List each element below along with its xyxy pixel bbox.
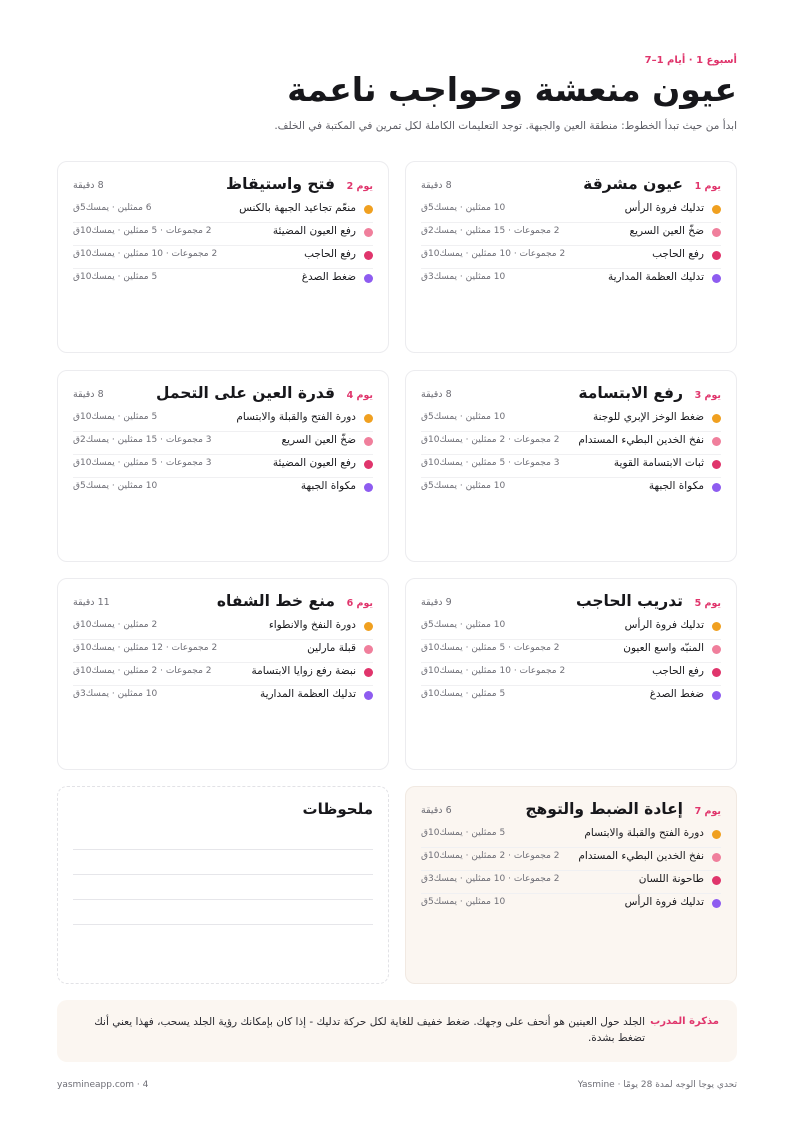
day-title: منع خط الشفاه — [216, 592, 335, 610]
day-tag: يوم 1 — [694, 181, 721, 192]
day-duration: 8 دقيقة — [421, 180, 452, 191]
bullet-dot-icon — [364, 251, 373, 260]
exercise-row — [73, 686, 373, 709]
bullet-dot-icon — [364, 414, 373, 423]
page-subtitle: ابدأ من حيث تبدأ الخطوط: منطقة العين والجبهة. توجد التعليمات الكاملة لكل تمرين في المكتبة في الخلف. — [274, 120, 737, 132]
exercise-name: طاحونة اللسان — [638, 873, 704, 885]
exercise-row — [73, 246, 373, 269]
exercise-row — [421, 663, 721, 686]
day-tag: يوم 4 — [346, 390, 373, 401]
exercise-name: مكواة الجبهة — [648, 480, 704, 492]
exercise-row — [421, 432, 721, 455]
exercise-meta: 5 ممثلين · يمسك10ق — [421, 689, 506, 699]
exercise-meta: 2 مجموعات · 12 ممثلين · يمسك10ق — [73, 643, 218, 653]
bullet-dot-icon — [712, 645, 721, 654]
day-title: رفع الابتسامة — [578, 384, 683, 402]
exercise-name: قبلة مارلين — [307, 642, 356, 654]
exercise-row — [421, 617, 721, 640]
day-title: إعادة الضبط والتوهج — [525, 800, 683, 818]
exercise-list — [421, 825, 721, 917]
day-duration: 8 دقيقة — [73, 180, 104, 191]
footer-page-info: yasmineapp.com · 4 — [57, 1080, 149, 1090]
exercise-row — [73, 640, 373, 663]
exercise-row — [73, 478, 373, 501]
exercise-meta: 6 ممثلين · يمسك5ق — [73, 203, 152, 213]
bullet-dot-icon — [712, 414, 721, 423]
bullet-dot-icon — [364, 274, 373, 283]
exercise-meta: 3 مجموعات · 15 ممثلين · يمسك2ق — [73, 435, 212, 445]
exercise-meta: 10 ممثلين · يمسك5ق — [421, 481, 506, 491]
day-card-3 — [405, 370, 737, 562]
bullet-dot-icon — [712, 205, 721, 214]
exercise-name: تدليك العظمة المدارية — [607, 271, 704, 283]
exercise-meta: 2 مجموعات · 10 ممثلين · يمسك3ق — [421, 874, 560, 884]
exercise-list — [421, 617, 721, 709]
exercise-meta: 2 مجموعات · 5 ممثلين · يمسك10ق — [73, 226, 212, 236]
day-title: تدريب الحاجب — [575, 592, 683, 610]
exercise-row — [421, 409, 721, 432]
exercise-meta: 2 مجموعات · 10 ممثلين · يمسك10ق — [421, 666, 566, 676]
notes-box[interactable] — [57, 786, 389, 984]
exercise-row — [421, 686, 721, 709]
exercise-meta: 5 ممثلين · يمسك10ق — [73, 272, 158, 282]
day-card-2 — [57, 161, 389, 353]
exercise-name: ضغط الوخز الإبري للوجنة — [592, 411, 704, 423]
exercise-row — [73, 223, 373, 246]
exercise-list — [73, 200, 373, 292]
exercise-meta: 10 ممثلين · يمسك3ق — [421, 272, 506, 282]
day-card-5 — [405, 578, 737, 770]
exercise-row — [73, 200, 373, 223]
day-card-header — [421, 384, 721, 406]
bullet-dot-icon — [364, 460, 373, 469]
exercise-row — [73, 432, 373, 455]
bullet-dot-icon — [712, 228, 721, 237]
exercise-name: المنبّه واسع العيون — [623, 642, 704, 654]
bullet-dot-icon — [712, 876, 721, 885]
bullet-dot-icon — [364, 437, 373, 446]
notes-title: ملحوظات — [302, 800, 373, 818]
exercise-row — [421, 223, 721, 246]
bullet-dot-icon — [712, 853, 721, 862]
exercise-name: منعّم تجاعيد الجبهة بالكنس — [239, 202, 356, 214]
exercise-name: رفع العيون المضيئة — [272, 225, 356, 237]
exercise-meta: 2 مجموعات · 15 ممثلين · يمسك2ق — [421, 226, 560, 236]
exercise-row — [73, 617, 373, 640]
exercise-row — [421, 825, 721, 848]
day-tag: يوم 5 — [694, 598, 721, 609]
note-line — [73, 899, 373, 900]
exercise-name: تدليك العظمة المدارية — [259, 688, 356, 700]
bullet-dot-icon — [364, 205, 373, 214]
exercise-list — [73, 409, 373, 501]
coach-note-text: الجلد حول العينين هو أنحف على وجهك. ضغط خفيف للغاية لكل حركة تدليك - إذا كان بإمكانك رؤية الجلد يسحب، فهذا يعني أنك تضغط بشدة. — [94, 1016, 645, 1044]
note-line — [73, 874, 373, 875]
coach-note-label: مذكرة المدرب — [650, 1016, 719, 1027]
day-duration: 11 دقيقة — [73, 597, 110, 608]
exercise-row — [73, 663, 373, 686]
exercise-name: ضغط الصدغ — [649, 688, 704, 700]
exercise-meta: 2 مجموعات · 10 ممثلين · يمسك10ق — [73, 249, 218, 259]
exercise-name: ثبات الابتسامة القوية — [613, 457, 704, 469]
exercise-row — [421, 478, 721, 501]
exercise-meta: 2 مجموعات · 2 ممثلين · يمسك10ق — [421, 851, 560, 861]
exercise-name: مكواة الجبهة — [300, 480, 356, 492]
day-duration: 6 دقيقة — [421, 805, 452, 816]
coach-note — [57, 1000, 737, 1062]
exercise-name: رفع الحاجب — [652, 248, 704, 260]
day-card-header — [421, 175, 721, 197]
exercise-meta: 2 مجموعات · 5 ممثلين · يمسك10ق — [421, 643, 560, 653]
exercise-name: رفع العيون المضيئة — [272, 457, 356, 469]
bullet-dot-icon — [712, 691, 721, 700]
bullet-dot-icon — [364, 483, 373, 492]
bullet-dot-icon — [712, 251, 721, 260]
exercise-list — [421, 200, 721, 292]
bullet-dot-icon — [712, 622, 721, 631]
day-card-header — [421, 592, 721, 614]
exercise-meta: 2 مجموعات · 2 ممثلين · يمسك10ق — [421, 435, 560, 445]
day-tag: يوم 7 — [694, 806, 721, 817]
bullet-dot-icon — [712, 899, 721, 908]
page-title: عيون منعشة وحواجب ناعمة — [287, 70, 737, 109]
exercise-meta: 2 ممثلين · يمسك10ق — [73, 620, 158, 630]
exercise-list — [73, 617, 373, 709]
day-title: فتح واستيقاظ — [226, 175, 335, 193]
note-line — [73, 924, 373, 925]
exercise-list — [421, 409, 721, 501]
exercise-meta: 10 ممثلين · يمسك5ق — [73, 481, 158, 491]
bullet-dot-icon — [364, 228, 373, 237]
exercise-meta: 5 ممثلين · يمسك10ق — [421, 828, 506, 838]
day-title: قدرة العين على التحمل — [156, 384, 335, 402]
exercise-row — [421, 246, 721, 269]
exercise-row — [421, 871, 721, 894]
day-card-7 — [405, 786, 737, 984]
note-line — [73, 849, 373, 850]
day-card-header — [73, 592, 373, 614]
exercise-row — [421, 200, 721, 223]
exercise-name: دورة الفتح والقبلة والابتسام — [584, 827, 704, 839]
exercise-row — [421, 640, 721, 663]
bullet-dot-icon — [712, 274, 721, 283]
exercise-name: نبضة رفع زوايا الابتسامة — [251, 665, 356, 677]
day-tag: يوم 2 — [346, 181, 373, 192]
exercise-name: تدليك فروة الرأس — [624, 202, 704, 214]
day-duration: 8 دقيقة — [73, 389, 104, 400]
exercise-name: نفخ الخدين البطيء المستدام — [578, 850, 704, 862]
exercise-meta: 3 مجموعات · 5 ممثلين · يمسك10ق — [73, 458, 212, 468]
exercise-row — [421, 455, 721, 478]
exercise-name: دورة الفتح والقبلة والابتسام — [236, 411, 356, 423]
footer-title: تحدي يوجا الوجه لمدة 28 يومًا · Yasmine — [577, 1080, 737, 1090]
exercise-name: دورة النفخ والانطواء — [268, 619, 356, 631]
exercise-meta: 5 ممثلين · يمسك10ق — [73, 412, 158, 422]
exercise-name: ضخّ العين السريع — [281, 434, 356, 446]
bullet-dot-icon — [712, 483, 721, 492]
exercise-meta: 2 مجموعات · 2 ممثلين · يمسك10ق — [73, 666, 212, 676]
exercise-name: تدليك فروة الرأس — [624, 619, 704, 631]
bullet-dot-icon — [364, 645, 373, 654]
exercise-meta: 10 ممثلين · يمسك5ق — [421, 203, 506, 213]
bullet-dot-icon — [712, 830, 721, 839]
exercise-name: نفخ الخدين البطيء المستدام — [578, 434, 704, 446]
bullet-dot-icon — [364, 691, 373, 700]
exercise-name: ضغط الصدغ — [301, 271, 356, 283]
day-duration: 9 دقيقة — [421, 597, 452, 608]
exercise-row — [421, 848, 721, 871]
exercise-row — [421, 894, 721, 917]
bullet-dot-icon — [364, 668, 373, 677]
day-card-4 — [57, 370, 389, 562]
day-card-header — [421, 800, 721, 822]
day-card-header — [73, 175, 373, 197]
exercise-name: رفع الحاجب — [652, 665, 704, 677]
week-label: أسبوع 1 · أيام 1–7 — [644, 55, 737, 66]
exercise-row — [73, 409, 373, 432]
exercise-row — [73, 455, 373, 478]
day-duration: 8 دقيقة — [421, 389, 452, 400]
exercise-meta: 10 ممثلين · يمسك5ق — [421, 620, 506, 630]
exercise-name: تدليك فروة الرأس — [624, 896, 704, 908]
exercise-meta: 2 مجموعات · 10 ممثلين · يمسك10ق — [421, 249, 566, 259]
day-card-6 — [57, 578, 389, 770]
day-tag: يوم 3 — [694, 390, 721, 401]
exercise-meta: 10 ممثلين · يمسك5ق — [421, 412, 506, 422]
exercise-row — [421, 269, 721, 292]
exercise-meta: 10 ممثلين · يمسك5ق — [421, 897, 506, 907]
bullet-dot-icon — [364, 622, 373, 631]
bullet-dot-icon — [712, 668, 721, 677]
day-card-header — [73, 384, 373, 406]
exercise-row — [73, 269, 373, 292]
bullet-dot-icon — [712, 437, 721, 446]
day-tag: يوم 6 — [346, 598, 373, 609]
exercise-name: ضخّ العين السريع — [629, 225, 704, 237]
day-card-1 — [405, 161, 737, 353]
exercise-meta: 10 ممثلين · يمسك3ق — [73, 689, 158, 699]
bullet-dot-icon — [712, 460, 721, 469]
exercise-meta: 3 مجموعات · 5 ممثلين · يمسك10ق — [421, 458, 560, 468]
exercise-name: رفع الحاجب — [304, 248, 356, 260]
day-title: عيون مشرقة — [583, 175, 683, 193]
